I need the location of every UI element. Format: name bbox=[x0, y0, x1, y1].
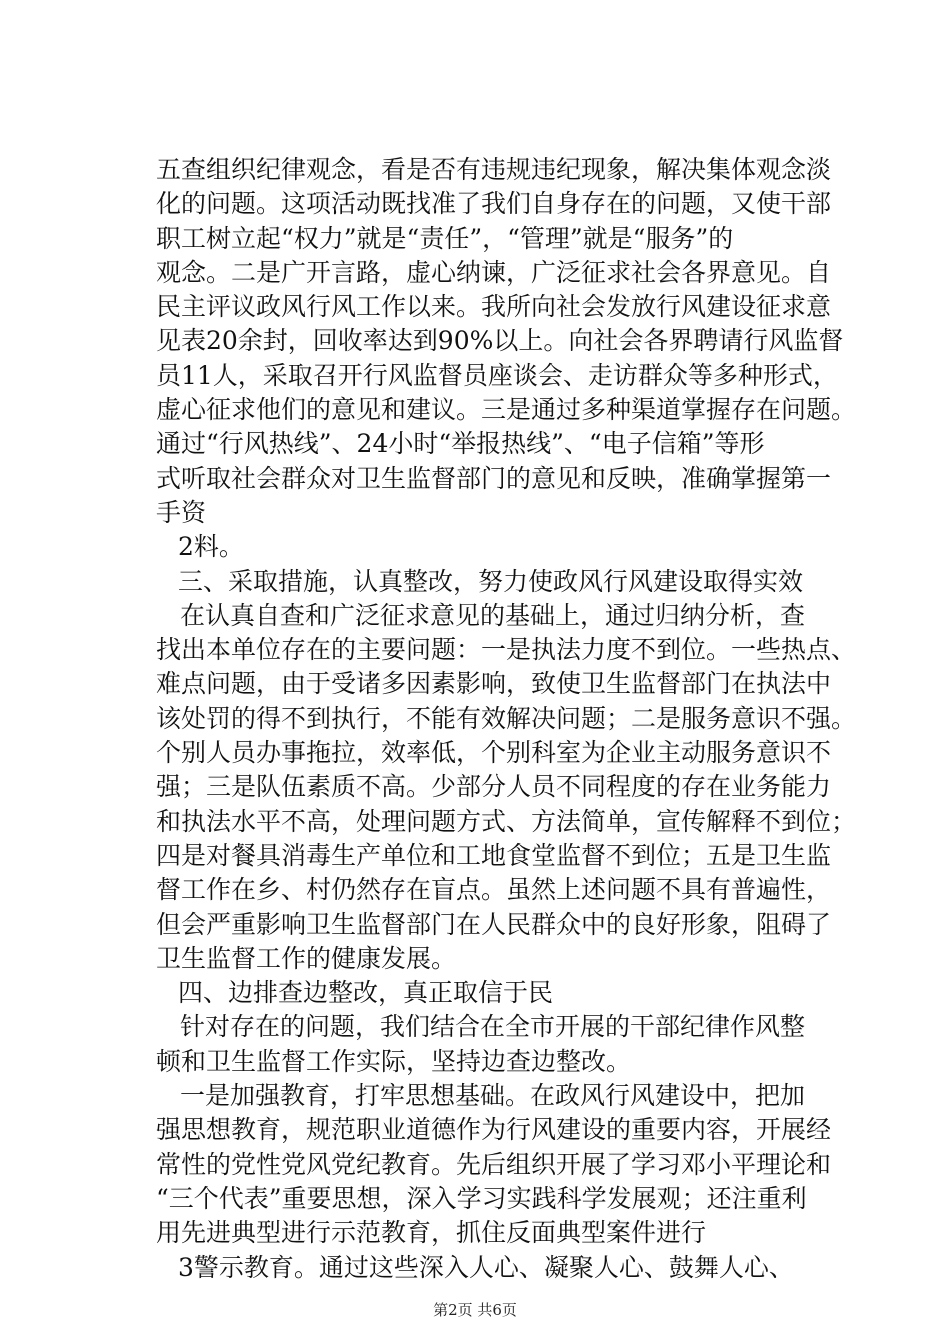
text-line: 职工树立起“权力”就是“责任”，“管理”就是“服务”的 bbox=[156, 223, 734, 253]
text-line: 通过“行风热线”、24小时“举报热线”、“电子信箱”等形 bbox=[156, 429, 765, 459]
text-line: 督工作在乡、村仍然存在盲点。虽然上述问题不具有普遍性， bbox=[156, 875, 832, 905]
text-line: 难点问题，由于受诸多因素影响，致使卫生监督部门在执法中 bbox=[156, 669, 832, 699]
text-line: 但会严重影响卫生监督部门在人民群众中的良好形象，阻碍了 bbox=[156, 909, 832, 939]
text-line: 观念。二是广开言路，虚心纳谏，广泛征求社会各界意见。自 bbox=[156, 257, 832, 287]
text-line: 常性的党性党风党纪教育。先后组织开展了学习邓小平理论和 bbox=[156, 1149, 832, 1179]
text-line: 民主评议政风行风工作以来。我所向社会发放行风建设征求意 bbox=[156, 292, 832, 322]
document-body bbox=[156, 153, 856, 1285]
text-line: “三个代表”重要思想，深入学习实践科学发展观；还注重利 bbox=[156, 1183, 807, 1213]
text-line: 虚心征求他们的意见和建议。三是通过多种渠道掌握存在问题。 bbox=[156, 395, 857, 425]
section-heading: 四、边排查边整改，真正取信于民 bbox=[178, 978, 554, 1008]
text-line: 个别人员办事拖拉，效率低，个别科室为企业主动服务意识不 bbox=[156, 738, 832, 768]
text-line: 强思想教育，规范职业道德作为行风建设的重要内容，开展经 bbox=[156, 1115, 832, 1145]
text-line: 用先进典型进行示范教育，抓住反面典型案件进行 bbox=[156, 1218, 707, 1248]
paragraph-start: 针对存在的问题，我们结合在全市开展的干部纪律作风整 bbox=[180, 1012, 806, 1042]
text-line: 找出本单位存在的主要问题：一是执法力度不到位。一些热点、 bbox=[156, 635, 857, 665]
text-line: 员11人，采取召开行风监督员座谈会、走访群众等多种形式， bbox=[156, 360, 838, 390]
text-line: 和执法水平不高，处理问题方式、方法简单，宣传解释不到位； bbox=[156, 806, 857, 836]
paragraph-start: 在认真自查和广泛征求意见的基础上，通过归纳分析，查 bbox=[180, 600, 806, 630]
page-footer bbox=[0, 1300, 950, 1320]
section-heading: 三、采取措施，认真整改，努力使政风行风建设取得实效 bbox=[178, 566, 804, 596]
text-line: 顿和卫生监督工作实际，坚持边查边整改。 bbox=[156, 1046, 632, 1076]
paragraph-start: 一是加强教育，打牢思想基础。在政风行风建设中，把加 bbox=[180, 1081, 806, 1111]
page-break-line: 3警示教育。通过这些深入人心、凝聚人心、鼓舞人心、 bbox=[178, 1252, 794, 1282]
text-line: 强；三是队伍素质不高。少部分人员不同程度的存在业务能力 bbox=[156, 772, 832, 802]
text-line: 手资 bbox=[156, 497, 207, 527]
text-line: 该处罚的得不到执行，不能有效解决问题；二是服务意识不强。 bbox=[156, 703, 857, 733]
text-line: 五查组织纪律观念，看是否有违规违纪现象，解决集体观念淡 bbox=[156, 155, 832, 184]
text-line: 卫生监督工作的健康发展。 bbox=[156, 943, 457, 973]
page-number-label: 第2页 共6页 bbox=[433, 1301, 517, 1319]
page-break-line: 2料。 bbox=[178, 532, 244, 562]
text-line: 式听取社会群众对卫生监督部门的意见和反映，准确掌握第一 bbox=[156, 463, 832, 493]
text-line: 四是对餐具消毒生产单位和工地食堂监督不到位；五是卫生监 bbox=[156, 840, 832, 870]
text-line: 见表20余封，回收率达到90%以上。向社会各界聘请行风监督 bbox=[156, 326, 844, 356]
text-line: 化的问题。这项活动既找准了我们自身存在的问题，又使干部 bbox=[156, 189, 832, 219]
